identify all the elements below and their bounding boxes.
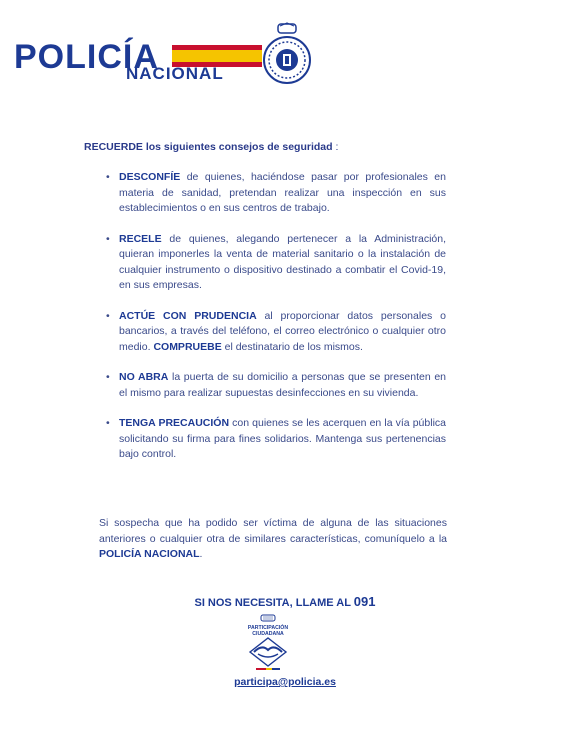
badge-line1: PARTICIPACIÓN [247, 625, 289, 631]
tip-text: de quienes, alegando pertenecer a la Administración, quieran imponerles la venta de material sanitario o la instalación de cualquier instrumento o dispositivo destinado a combatir el Covid-19, en sus empresas. [119, 232, 446, 291]
police-crest-icon [262, 22, 312, 86]
participacion-ciudadana-logo-icon [236, 614, 300, 678]
tip-keyword: RECELE [119, 232, 162, 245]
contact-email-link[interactable]: participa@policia.es [234, 676, 336, 688]
list-item [106, 309, 446, 356]
tip-text: al proporcionar datos personales o bancarios, a través del teléfono, el correo electrónico o cualquier otro medio. [119, 309, 446, 353]
tip-keyword: ACTÚE CON PRUDENCIA [119, 309, 257, 322]
logo-subtitle: NACIONAL [126, 64, 224, 83]
tips-list [106, 170, 446, 478]
closing-text: Si sospecha que ha podido ser víctima de alguna de las situaciones anteriores o cualquier otra de similares características, comuníquelo a la [99, 517, 447, 545]
tip-text-2: el destinatario de los mismos. [221, 340, 363, 353]
intro-bold: RECUERDE los siguientes consejos de seguridad [84, 141, 333, 153]
tip-keyword: NO ABRA [119, 371, 169, 383]
closing-end: . [199, 548, 203, 560]
intro-suffix: : [332, 141, 339, 153]
emergency-call-line [0, 594, 570, 609]
call-label: SI NOS NECESITA, LLAME AL [194, 597, 354, 609]
emergency-number: 091 [353, 594, 376, 609]
list-item [106, 370, 446, 401]
logo-wordmark: POLICÍA [14, 38, 159, 76]
badge-line2: CIUDADANA [252, 631, 284, 637]
tip-keyword-2: COMPRUEBE [153, 340, 222, 353]
closing-bold: POLICÍA NACIONAL [99, 548, 200, 560]
tip-keyword: TENGA PRECAUCIÓN [119, 417, 230, 429]
list-item [106, 232, 446, 294]
police-logo [14, 22, 314, 92]
tip-text: de quienes, haciéndose pasar por profesionales en materia de sanidad, pretendan realizar una inspección en sus establecimientos o en sus centros de trabajo. [119, 171, 446, 214]
tip-keyword: DESCONFÍE [119, 171, 181, 183]
intro-text [84, 141, 338, 153]
closing-paragraph [99, 516, 447, 563]
tip-text: con quienes se les acerquen en la vía pública solicitando su firma para fines solidarios. Mantenga sus pertenencias bajo control. [119, 417, 446, 460]
list-item [106, 416, 446, 463]
list-item [106, 170, 446, 217]
tip-text: la puerta de su domicilio a personas que se presenten en el mismo para realizar supuestas desinfecciones en su vivienda. [119, 371, 446, 399]
